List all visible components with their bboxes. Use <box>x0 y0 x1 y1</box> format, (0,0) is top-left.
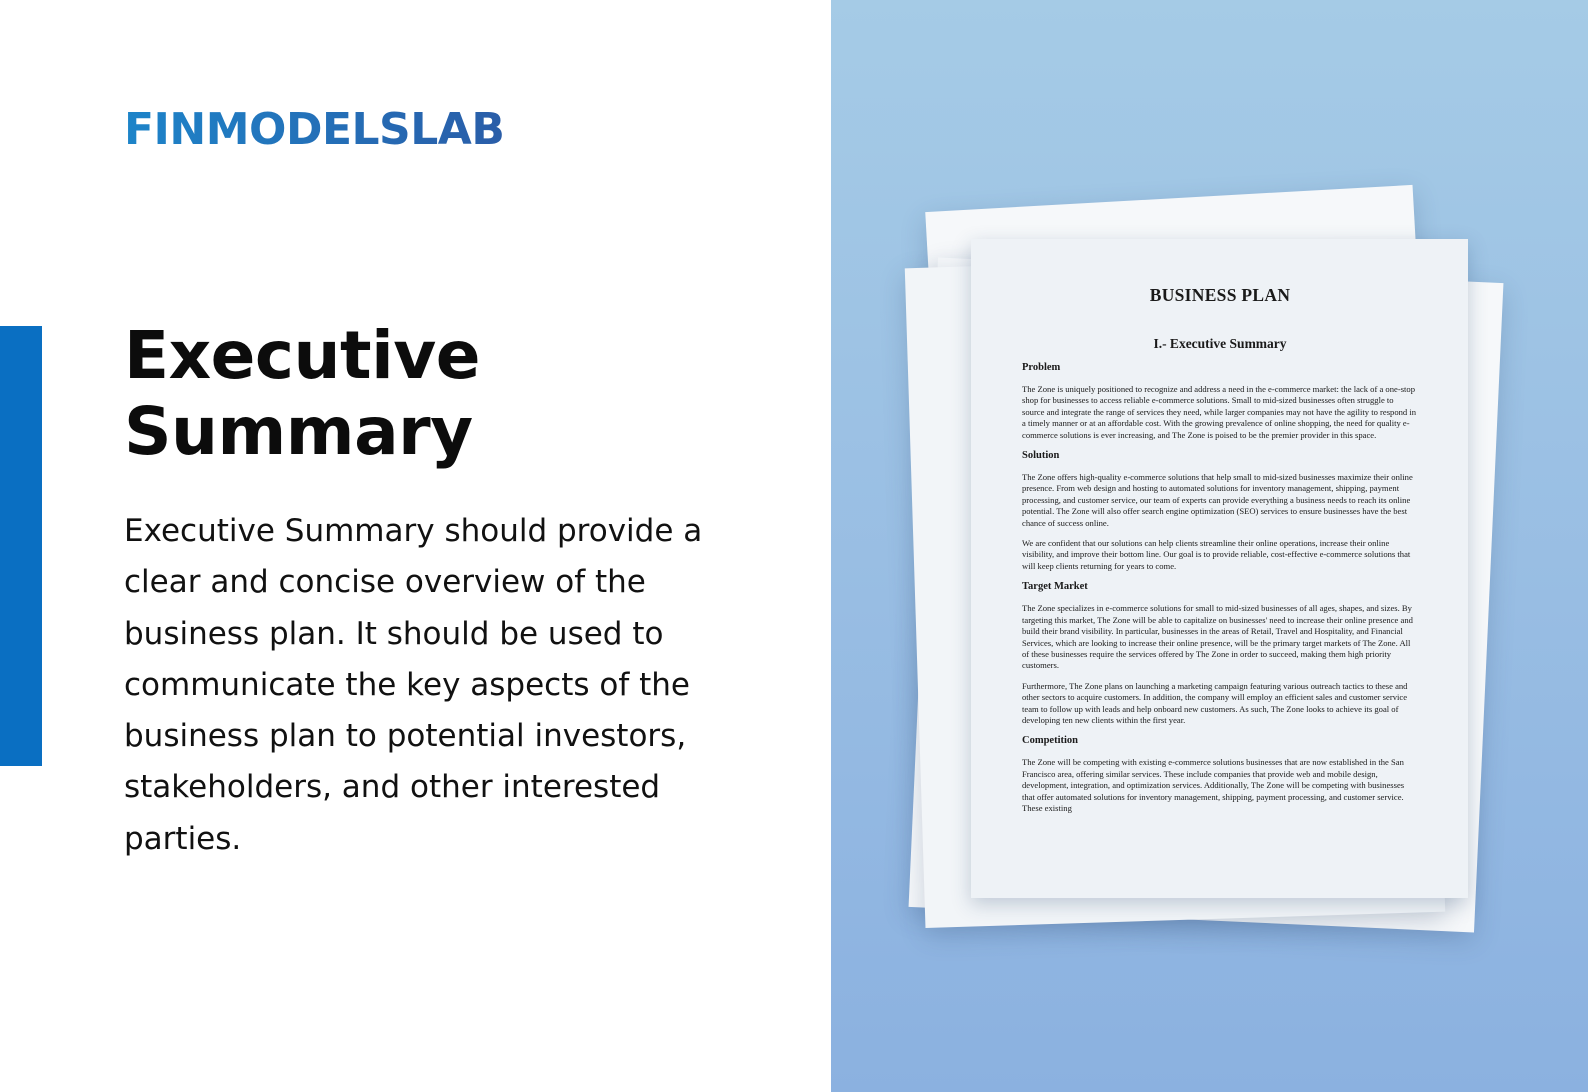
document-illustration-panel <box>831 0 1588 1092</box>
competition-heading: Competition <box>1022 735 1078 747</box>
description-text: Executive Summary should provide a clear and concise overview of the business plan. It should be used to communicate the key aspects of the business plan to potential investors, stakeholders, and other interested parties. <box>124 513 703 857</box>
business-plan-page <box>971 239 1468 898</box>
title-line-2: Summary <box>124 393 473 470</box>
target-market-heading: Target Market <box>1022 581 1088 593</box>
document-title: BUSINESS PLAN <box>1149 285 1291 305</box>
solution-paragraph: The Zone offers high-quality e-commerce solutions that help small to mid-sized businesses maximize their online presence. From web design and hosting to automated solutions for inventory management, shipping, payment processing, and customer service, our team of experts can provide everything a business needs to reach its online potential. The Zone will also offer search engine optimization (SEO) services to ensure businesses have the best chance of success online. <box>1022 472 1413 528</box>
solution-paragraph: We are confident that our solutions can help clients streamline their online operations, increase their online visibility, and improve their bottom line. Our goal is to provide reliable, cost-effective e-commerce solutions that will keep clients returning for years to come. <box>1022 538 1411 571</box>
competition-paragraph: The Zone will be competing with existing e-commerce solutions businesses that are now established in the San Francisco area, offering similar services. These include companies that provide web and mobile design, development, integration, and optimization services. Additionally, The Zone will be competing with businesses that offer automated solutions for inventory management, shipping, payment processing, and customer service. These existing <box>1022 757 1405 813</box>
brand-logo: FINMODELSLAB <box>124 104 505 155</box>
problem-heading: Problem <box>1022 362 1061 373</box>
title-line-1: Executive <box>124 317 480 394</box>
target-market-paragraph: Furthermore, The Zone plans on launching a marketing campaign featuring various outreach tactics to these and other sectors to acquire customers. In addition, the company will employ an efficient sales and customer service team to follow up with leads and help onboard new customers. As such, The Zone looks to achieve its goal of developing ten new clients within the first year. <box>1022 680 1408 725</box>
problem-paragraph: The Zone is uniquely positioned to recognize and address a need in the e-commerce market: the lack of a one-stop shop for businesses to access reliable e-commerce solutions. Small to mid-sized businesses often struggle to source and integrate the range of services they need, while larger companies may not have the agility to respond in a timely manner or at an affordable cost. With the growing prevalence of online shopping, the need for quality e-commerce solutions is ever increasing, and The Zone is poised to be the premier provider in this space. <box>1022 384 1417 440</box>
page-title <box>124 318 480 470</box>
target-market-paragraph: The Zone specializes in e-commerce solutions for small to mid-sized businesses of all ages, shapes, and sizes. By targeting this market, The Zone will be able to capitalize on businesses' need to increase their online presence and build their brand visibility. In particular, businesses in the areas of Retail, Travel and Hospitality, and Financial Services, which are looking to increase their online presence, will be the primary target markets of The Zone. All of these businesses require the services offered by The Zone in order to succeed, making them high priority customers. <box>1022 603 1413 671</box>
document-section-title: I.- Executive Summary <box>1153 336 1287 351</box>
accent-bar <box>0 326 42 766</box>
solution-heading: Solution <box>1022 450 1060 462</box>
